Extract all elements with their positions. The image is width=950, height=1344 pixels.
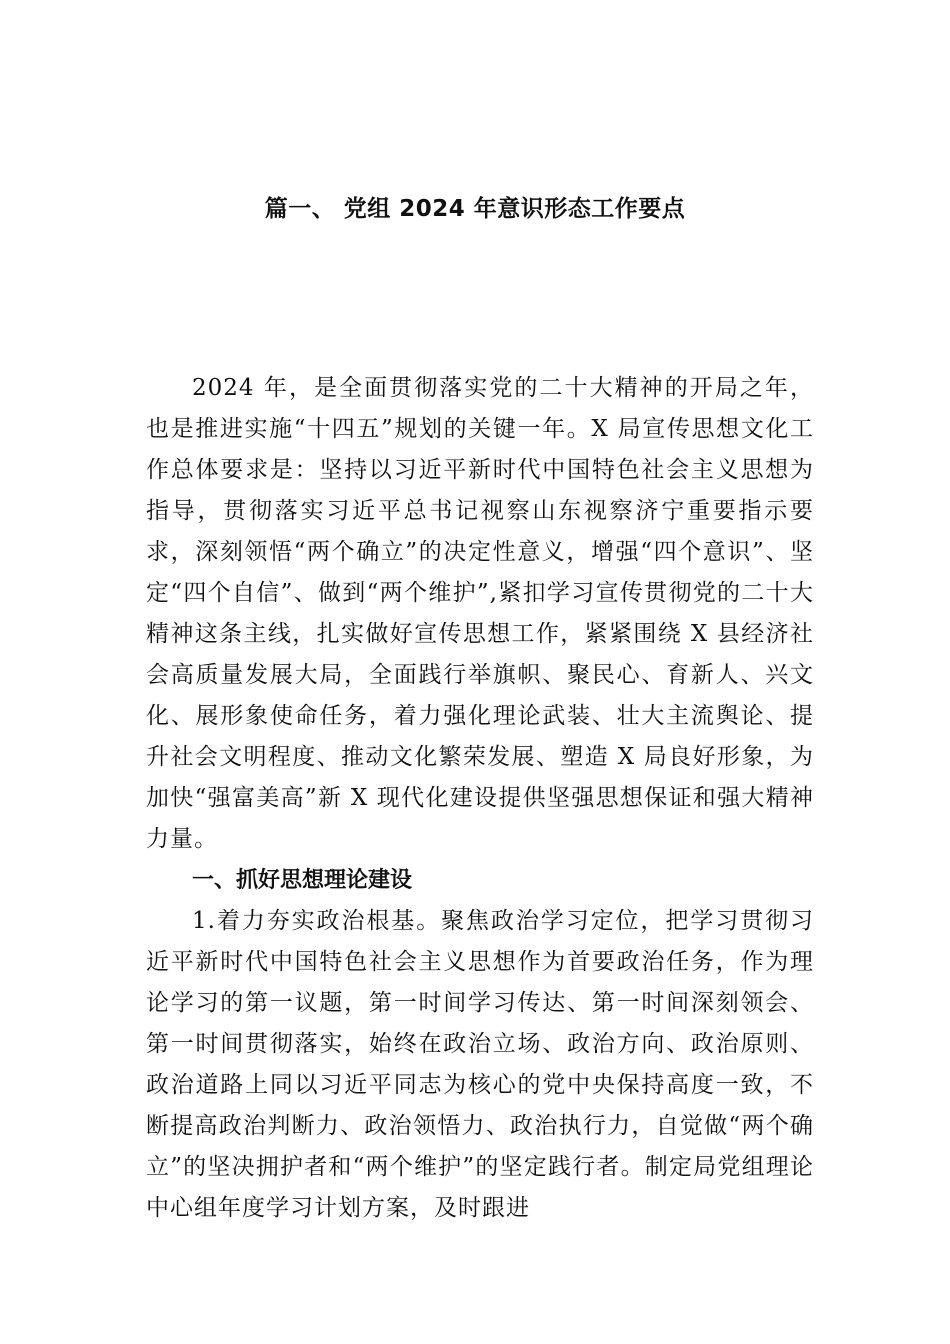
section-heading: 一、抓好思想理论建设	[192, 868, 413, 893]
document-title: 篇一、 党组 2024 年意识形态工作要点	[264, 196, 686, 222]
intro-paragraph: 2024 年，是全面贯彻落实党的二十大精神的开局之年，也是推进实施“十四五”规划的关键一年。X 局宣传思想文化工作总体要求是：坚持以习近平新时代中国特色社会主义思想为指导，贯彻落实习近平总书记视察山东视察济宁重要指示要求，深刻领悟“两个确立”的决定性意义，增强“四个意识”、坚定“四个自信”、做到“两个维护”,紧扣学习宣传贯彻党的二十大精神这条主线，扎实做好宣传思想工作，紧紧围绕 X 县经济社会高质量发展大局，全面践行举旗帜、聚民心、育新人、兴文化、展形象使命任务，着力强化理论武装、壮大主流舆论、提升社会文明程度、推动文化繁荣发展、塑造 X 局良好形象，为加快“强富美高”新 X 现代化建设提供坚强思想保证和强大精神力量。	[146, 375, 814, 852]
item-paragraph-1: 1.着力夯实政治根基。聚焦政治学习定位，把学习贯彻习近平新时代中国特色社会主义思想作为首要政治任务，作为理论学习的第一议题，第一时间学习传达、第一时间深刻领会、第一时间贯彻落实，始终在政治立场、政治方向、政治原则、政治道路上同以习近平同志为核心的党中央保持高度一致，不断提高政治判断力、政治领悟力、政治执行力，自觉做“两个确立”的坚决拥护者和“两个维护”的坚定践行者。制定局党组理论中心组年度学习计划方案，及时跟进	[146, 908, 814, 1221]
document-body	[146, 368, 814, 1229]
